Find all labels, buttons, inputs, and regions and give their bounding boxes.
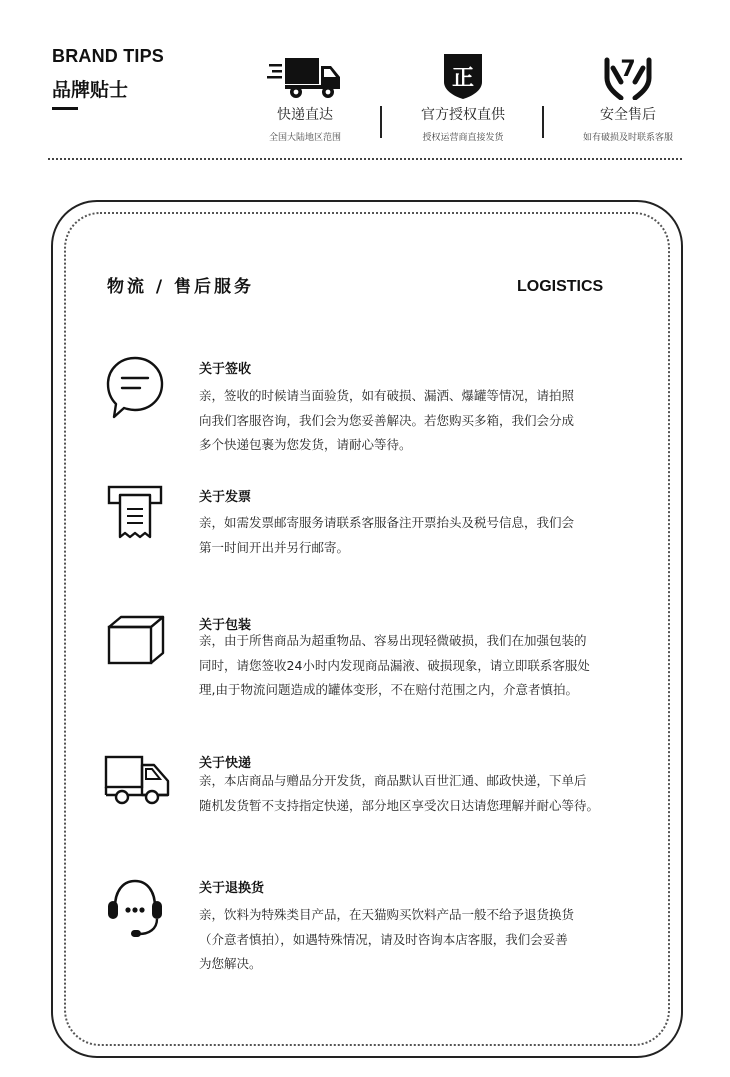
svg-text:正: 正: [451, 66, 475, 91]
item-text: 亲，本店商品与赠品分开发货，商品默认百世汇通、邮政快递，下单后 随机发货暂不支持指定快递，部分地区享受次日达请您理解并耐心等待。: [199, 773, 600, 813]
feature-subtitle: 如有破损及时联系客服: [582, 133, 673, 143]
feature-after-sales: [553, 48, 703, 143]
header-divider: [48, 158, 682, 160]
item-text: 亲，饮料为特殊类目产品，在天猫购买饮料产品一般不给予退货换货 （介意者慎拍），如遇特殊情况，请及时咨询本店客服，我们会妥善 为您解决。: [199, 907, 575, 971]
receipt-printer-icon: [107, 485, 163, 539]
package-box-icon: [107, 615, 165, 665]
feature-divider: [542, 106, 544, 138]
item-title: 关于快递: [199, 756, 252, 771]
feature-title: 快递直达: [277, 107, 333, 123]
truck-icon: [267, 54, 343, 100]
feature-fast-delivery: [230, 48, 380, 143]
item-text: 亲，如需发票邮寄服务请联系客服备注开票抬头及税号信息，我们会 第一时间开出并另行邮寄。: [199, 515, 575, 555]
section-title-en: LOGISTICS: [517, 278, 604, 295]
hands-seven-icon: [603, 54, 653, 100]
brand-underline: [52, 107, 78, 110]
section-title: 物流 / 售后服务: [107, 277, 255, 297]
feature-official-supply: [388, 48, 538, 143]
feature-title: 官方授权直供: [421, 107, 505, 123]
brand-title-en: BRAND TIPS: [52, 46, 165, 66]
brand-title-cn: 品牌贴士: [52, 79, 129, 101]
feature-subtitle: 授权运营商直接发货: [422, 133, 504, 143]
item-title: 关于包装: [199, 618, 252, 633]
delivery-truck-icon: [104, 755, 172, 807]
item-title: 关于发票: [199, 490, 252, 505]
feature-divider: [380, 106, 382, 138]
genuine-badge-icon: [441, 52, 485, 100]
item-title: 关于退换货: [199, 881, 265, 896]
svg-text:7: 7: [620, 57, 636, 82]
feature-title: 安全售后: [600, 107, 656, 123]
headset-icon: [107, 877, 163, 939]
item-text: 亲，签收的时候请当面验货，如有破损、漏洒、爆罐等情况，请拍照 向我们客服咨询，我们会为您妥善解决。若您购买多箱，我们会分成 多个快递包裹为您发货，请耐心等待。: [199, 388, 575, 452]
feature-subtitle: 全国大陆地区范围: [268, 133, 341, 143]
item-text: 亲，由于所售商品为超重物品、容易出现轻微破损，我们在加强包装的 同时，请您签收24小时内发现商品漏液、破损现象，请立即联系客服处 理,由于物流问题造成的罐体变形，不在赔付范围之内，介意者慎拍。: [199, 633, 590, 697]
chat-bubble-icon: [106, 356, 164, 420]
item-title: 关于签收: [199, 362, 252, 377]
